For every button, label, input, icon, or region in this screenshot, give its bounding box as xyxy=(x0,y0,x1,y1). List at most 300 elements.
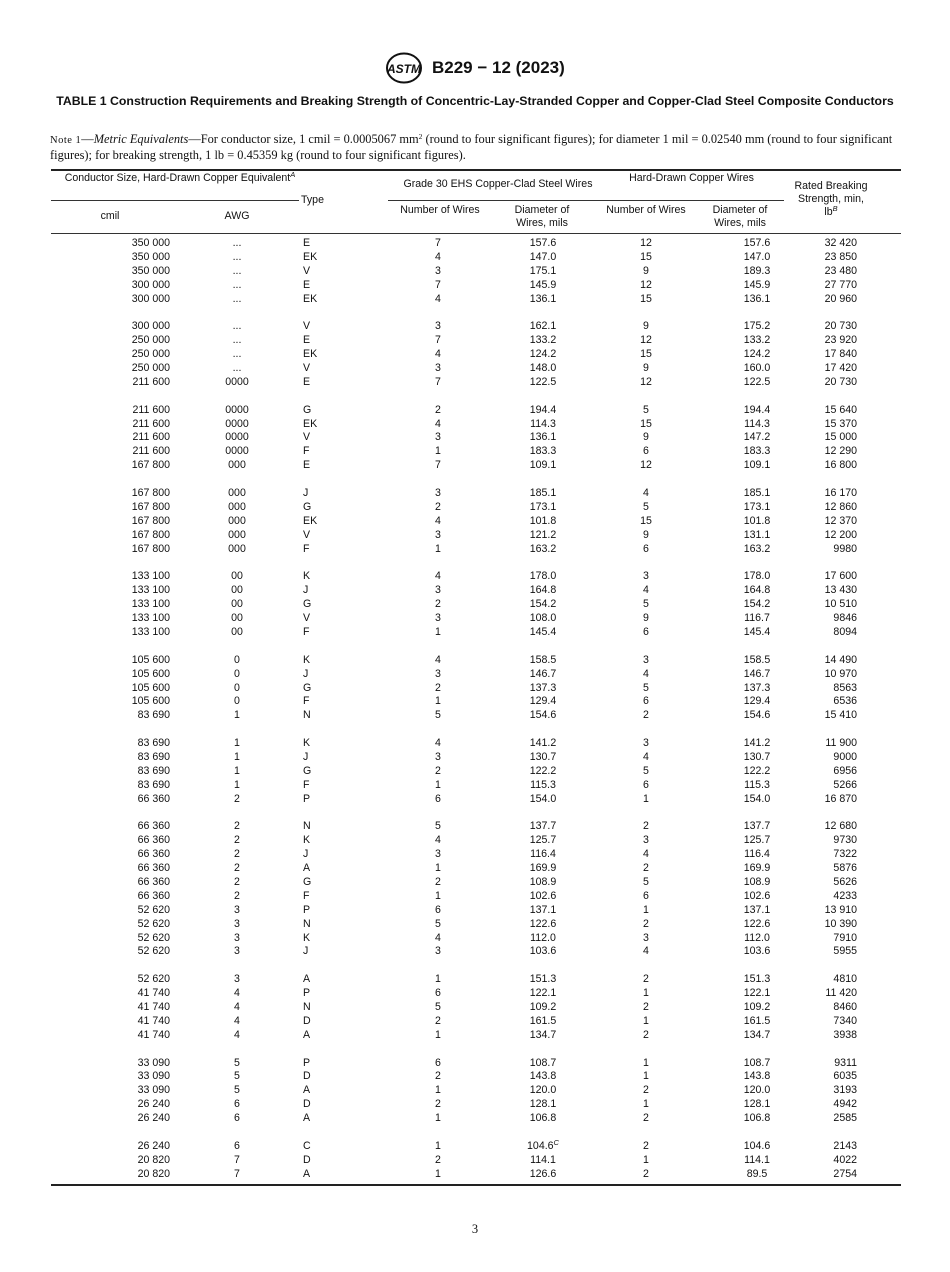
cell-type: C xyxy=(303,1139,311,1152)
cell-cmil: 52 620 xyxy=(137,931,170,944)
cell-cmil: 105 600 xyxy=(131,695,170,708)
cell-copper-wires: 6 xyxy=(643,625,649,638)
logo-text: ASTM xyxy=(387,62,421,76)
cell-cmil: 167 800 xyxy=(131,459,170,472)
cell-awg: 4 xyxy=(234,1028,240,1041)
cell-steel-diameter: 141.2 xyxy=(529,737,557,750)
cell-steel-wires: 3 xyxy=(435,431,441,444)
note-label: Note 1 xyxy=(50,135,82,146)
cell-copper-diameter: 133.2 xyxy=(743,334,771,347)
cell-copper-wires: 2 xyxy=(643,1167,649,1180)
table-row xyxy=(51,362,901,376)
cell-cmil: 83 690 xyxy=(137,778,170,791)
table-row xyxy=(51,529,901,543)
cell-type: K xyxy=(303,570,311,583)
cell-breaking-strength: 16 170 xyxy=(824,487,857,500)
cell-copper-diameter: 122.1 xyxy=(743,987,771,1000)
cell-breaking-strength: 12 860 xyxy=(824,500,857,513)
cell-steel-diameter: 121.2 xyxy=(529,528,557,541)
cell-awg: 2 xyxy=(234,848,240,861)
table-row xyxy=(51,1001,901,1015)
cell-cmil: 211 600 xyxy=(132,431,170,444)
cell-cmil: 105 600 xyxy=(131,667,170,680)
cell-breaking-strength: 8094 xyxy=(833,625,857,638)
cell-copper-diameter: 146.7 xyxy=(743,667,771,680)
cell-type: E xyxy=(303,237,311,249)
cell-awg: 0 xyxy=(234,681,240,694)
group-rule xyxy=(388,200,784,201)
cell-awg: 2 xyxy=(234,820,240,833)
cell-type: N xyxy=(303,820,311,833)
cell-steel-wires: 5 xyxy=(435,917,441,930)
cell-awg: 0 xyxy=(234,695,240,708)
table-row xyxy=(51,682,901,696)
cell-copper-wires: 2 xyxy=(643,1028,649,1041)
cell-breaking-strength: 23 920 xyxy=(824,334,857,347)
cell-breaking-strength: 9000 xyxy=(833,750,857,763)
cell-awg: ... xyxy=(232,237,242,249)
cell-awg: 00 xyxy=(231,584,243,597)
cell-breaking-strength: 2754 xyxy=(833,1167,857,1180)
table-row xyxy=(51,765,901,779)
cell-cmil: 133 100 xyxy=(131,570,170,583)
cell-steel-diameter: 154.2 xyxy=(529,598,557,611)
cell-awg: ... xyxy=(232,320,242,333)
cell-copper-diameter: 194.4 xyxy=(743,403,771,416)
header-awg: AWG xyxy=(224,210,250,222)
table-row xyxy=(51,793,901,807)
cell-copper-diameter: 154.0 xyxy=(743,792,771,805)
cell-type: G xyxy=(303,764,312,777)
cell-cmil: 41 740 xyxy=(137,1028,170,1041)
cell-awg: 0000 xyxy=(225,417,249,430)
cell-copper-diameter: 147.0 xyxy=(743,250,771,263)
table-bottom-rule xyxy=(51,1184,901,1186)
cell-type: K xyxy=(303,834,311,847)
cell-type: G xyxy=(303,681,312,694)
cell-cmil: 167 800 xyxy=(131,487,170,500)
cell-cmil: 211 600 xyxy=(132,417,170,430)
cell-awg: 3 xyxy=(234,917,240,930)
cell-breaking-strength: 4022 xyxy=(833,1153,857,1166)
table-row xyxy=(51,626,901,640)
cell-awg: 4 xyxy=(234,1014,240,1027)
table-row xyxy=(51,237,901,251)
cell-breaking-strength: 11 420 xyxy=(825,987,857,1000)
cell-type: A xyxy=(303,1112,311,1125)
cell-copper-diameter: 106.8 xyxy=(743,1112,771,1125)
page-header xyxy=(0,52,950,86)
cell-copper-wires: 5 xyxy=(643,764,649,777)
cell-awg: 000 xyxy=(228,487,246,500)
cell-awg: ... xyxy=(232,264,242,277)
cell-type: P xyxy=(303,792,311,805)
cell-copper-wires: 4 xyxy=(643,848,649,861)
cell-awg: 4 xyxy=(234,987,240,1000)
cell-cmil: 105 600 xyxy=(131,653,170,666)
cell-copper-wires: 12 xyxy=(640,334,652,347)
cell-awg: ... xyxy=(232,250,242,263)
cell-type: A xyxy=(303,1084,311,1097)
cell-cmil: 350 000 xyxy=(131,264,170,277)
cell-awg: 2 xyxy=(234,792,240,805)
cell-copper-diameter: 154.2 xyxy=(743,598,771,611)
cell-copper-wires: 9 xyxy=(643,320,649,333)
cell-awg: 000 xyxy=(228,500,246,513)
cell-breaking-strength: 10 510 xyxy=(824,598,857,611)
header-bottom-rule xyxy=(51,233,901,234)
cell-type: N xyxy=(303,917,311,930)
cell-steel-wires: 2 xyxy=(435,598,441,611)
cell-steel-diameter: 163.2 xyxy=(529,542,557,555)
cell-breaking-strength: 23 850 xyxy=(824,250,857,263)
cell-copper-wires: 4 xyxy=(643,667,649,680)
cell-steel-wires: 1 xyxy=(435,1084,441,1097)
cell-cmil: 133 100 xyxy=(131,625,170,638)
cell-breaking-strength: 10 390 xyxy=(824,917,857,930)
cell-cmil: 133 100 xyxy=(131,598,170,611)
cell-steel-diameter: 122.6 xyxy=(529,917,557,930)
table-row xyxy=(51,598,901,612)
cell-type: V xyxy=(303,612,311,625)
cell-steel-wires: 2 xyxy=(435,403,441,416)
cell-type: N xyxy=(303,1000,311,1013)
cell-breaking-strength: 14 490 xyxy=(824,653,857,666)
table-note xyxy=(50,132,902,163)
cell-awg: 5 xyxy=(234,1070,240,1083)
cell-copper-wires: 12 xyxy=(640,375,652,388)
cell-steel-wires: 5 xyxy=(435,709,441,722)
cell-type: V xyxy=(303,528,311,541)
table-row xyxy=(51,973,901,987)
cell-copper-wires: 12 xyxy=(640,459,652,472)
cell-steel-wires: 2 xyxy=(435,1153,441,1166)
cell-copper-diameter: 120.0 xyxy=(743,1084,771,1097)
cell-cmil: 66 360 xyxy=(137,792,170,805)
cell-copper-wires: 1 xyxy=(643,987,649,1000)
cell-cmil: 211 600 xyxy=(132,445,170,458)
cell-copper-wires: 3 xyxy=(643,834,649,847)
cell-awg: 3 xyxy=(234,973,240,986)
table-top-rule xyxy=(51,169,901,171)
cell-awg: 7 xyxy=(234,1167,240,1180)
cell-cmil: 250 000 xyxy=(131,348,170,361)
cell-breaking-strength: 4810 xyxy=(833,973,857,986)
cell-copper-diameter: 161.5 xyxy=(743,1014,771,1027)
cell-copper-wires: 2 xyxy=(643,1139,649,1152)
table-row xyxy=(51,376,901,390)
cell-steel-diameter: 137.1 xyxy=(529,903,557,916)
cell-awg: ... xyxy=(232,278,242,291)
cell-copper-wires: 6 xyxy=(643,542,649,555)
cell-steel-diameter: 124.2 xyxy=(529,348,557,361)
cell-breaking-strength: 10 970 xyxy=(824,667,857,680)
cell-breaking-strength: 15 410 xyxy=(824,709,857,722)
cell-steel-wires: 3 xyxy=(435,362,441,375)
cell-type: V xyxy=(303,431,311,444)
cell-steel-diameter: 125.7 xyxy=(529,834,557,847)
cell-copper-wires: 1 xyxy=(643,792,649,805)
note-text-2: (round to four significant figures); for diameter 1 mil = 0.02540 mm (round to four significant figures); for breaking strength, 1 lb = 0.45359 kg (round to four significant figures). xyxy=(50,132,893,162)
cell-copper-wires: 15 xyxy=(640,514,652,527)
cell-type: EK xyxy=(303,250,318,263)
cell-breaking-strength: 4942 xyxy=(833,1098,857,1111)
cell-copper-wires: 9 xyxy=(643,362,649,375)
cell-steel-wires: 5 xyxy=(435,1000,441,1013)
cell-type: P xyxy=(303,987,311,1000)
note-dash: — xyxy=(81,132,94,146)
cell-copper-wires: 3 xyxy=(643,737,649,750)
cell-steel-diameter: 175.1 xyxy=(529,264,557,277)
cell-cmil: 83 690 xyxy=(137,764,170,777)
cell-breaking-strength: 20 730 xyxy=(824,375,857,388)
cell-cmil: 66 360 xyxy=(137,889,170,902)
cell-copper-diameter: 109.2 xyxy=(743,1000,771,1013)
table-body xyxy=(51,237,901,1182)
cell-awg: 1 xyxy=(234,764,240,777)
cell-cmil: 300 000 xyxy=(131,292,170,305)
header-hard-drawn: Hard-Drawn Copper Wires xyxy=(629,172,754,184)
table-row xyxy=(51,779,901,793)
cell-steel-diameter: 178.0 xyxy=(529,570,557,583)
cell-type: J xyxy=(303,584,309,597)
cell-cmil: 26 240 xyxy=(137,1098,170,1111)
cell-cmil: 300 000 xyxy=(131,320,170,333)
cell-awg: 5 xyxy=(234,1084,240,1097)
cell-steel-wires: 3 xyxy=(435,612,441,625)
cell-type: K xyxy=(303,653,311,666)
header-type: Type xyxy=(301,194,324,206)
cell-awg: 6 xyxy=(234,1139,240,1152)
cell-steel-diameter: 109.2 xyxy=(529,1000,557,1013)
cell-breaking-strength: 7322 xyxy=(833,848,857,861)
table-row xyxy=(51,334,901,348)
table-row xyxy=(51,501,901,515)
cell-breaking-strength: 9730 xyxy=(833,834,857,847)
cell-type: V xyxy=(303,362,311,375)
cell-cmil: 66 360 xyxy=(137,834,170,847)
cell-type: EK xyxy=(303,348,318,361)
cell-copper-diameter: 136.1 xyxy=(743,292,771,305)
cell-breaking-strength: 12 290 xyxy=(824,445,857,458)
cell-copper-wires: 5 xyxy=(643,681,649,694)
cell-breaking-strength: 17 420 xyxy=(824,362,857,375)
cell-copper-diameter: 101.8 xyxy=(743,514,771,527)
cell-breaking-strength: 8460 xyxy=(833,1000,857,1013)
cell-copper-wires: 1 xyxy=(643,1070,649,1083)
cell-awg: 00 xyxy=(231,570,243,583)
table-row xyxy=(51,612,901,626)
note-superscript: 2 xyxy=(418,132,423,141)
cell-copper-wires: 15 xyxy=(640,348,652,361)
cell-copper-diameter: 114.3 xyxy=(744,417,770,430)
cell-awg: ... xyxy=(232,348,242,361)
cell-copper-diameter: 89.5 xyxy=(746,1167,768,1180)
cell-breaking-strength: 2585 xyxy=(833,1112,857,1125)
cell-awg: 00 xyxy=(231,612,243,625)
cell-copper-diameter: 116.4 xyxy=(744,848,770,861)
cell-breaking-strength: 6536 xyxy=(833,695,857,708)
cell-steel-wires: 4 xyxy=(435,514,441,527)
cell-type: A xyxy=(303,973,311,986)
cell-awg: 0 xyxy=(234,667,240,680)
cell-cmil: 211 600 xyxy=(132,375,170,388)
cell-steel-diameter: 106.8 xyxy=(529,1112,557,1125)
cell-breaking-strength: 9846 xyxy=(833,612,857,625)
table-row xyxy=(51,1029,901,1043)
cell-breaking-strength: 11 900 xyxy=(825,737,857,750)
cell-steel-wires: 4 xyxy=(435,737,441,750)
cell-steel-wires: 7 xyxy=(435,459,441,472)
cell-copper-diameter: 173.1 xyxy=(743,500,771,513)
cell-steel-wires: 3 xyxy=(435,487,441,500)
cell-steel-diameter: 136.1 xyxy=(529,431,557,444)
cell-copper-diameter: 158.5 xyxy=(743,653,771,666)
cell-copper-diameter: 141.2 xyxy=(743,737,771,750)
cell-breaking-strength: 20 960 xyxy=(824,292,857,305)
cell-copper-wires: 1 xyxy=(643,1153,649,1166)
cell-steel-wires: 1 xyxy=(435,1028,441,1041)
cell-copper-wires: 3 xyxy=(643,653,649,666)
cell-type: E xyxy=(303,375,311,388)
cell-steel-wires: 6 xyxy=(435,903,441,916)
cell-steel-wires: 4 xyxy=(435,834,441,847)
cell-steel-wires: 1 xyxy=(435,445,441,458)
cell-steel-wires: 1 xyxy=(435,625,441,638)
header-conductor-size: Conductor Size, Hard-Drawn Copper Equivalent$^A$ xyxy=(64,170,296,184)
table-row xyxy=(51,904,901,918)
table-row xyxy=(51,265,901,279)
cell-type: K xyxy=(303,931,311,944)
cell-cmil: 83 690 xyxy=(137,709,170,722)
cell-copper-wires: 15 xyxy=(640,250,652,263)
cell-awg: 00 xyxy=(231,625,243,638)
cell-copper-wires: 5 xyxy=(643,403,649,416)
cell-type: D xyxy=(303,1098,311,1111)
cell-steel-wires: 7 xyxy=(435,278,441,291)
cell-type: F xyxy=(303,889,310,902)
cell-awg: 2 xyxy=(234,875,240,888)
cell-steel-wires: 2 xyxy=(435,500,441,513)
cell-copper-wires: 6 xyxy=(643,695,649,708)
note-emphasis: Metric Equivalents xyxy=(93,132,189,146)
cell-steel-wires: 4 xyxy=(435,292,441,305)
cell-steel-diameter: 101.8 xyxy=(529,514,557,527)
cell-breaking-strength: 5955 xyxy=(833,945,857,958)
cell-cmil: 167 800 xyxy=(131,542,170,555)
cell-awg: 0 xyxy=(234,653,240,666)
cell-copper-diameter: 103.6 xyxy=(743,945,771,958)
cell-type: EK xyxy=(303,292,318,305)
cell-steel-diameter: 115.3 xyxy=(530,778,556,791)
cell-copper-diameter: 130.7 xyxy=(743,750,771,763)
cell-cmil: 41 740 xyxy=(137,1014,170,1027)
cell-cmil: 26 240 xyxy=(137,1139,170,1152)
cell-steel-diameter: 151.3 xyxy=(529,973,557,986)
table-row xyxy=(51,862,901,876)
cell-steel-diameter: 143.8 xyxy=(529,1070,557,1083)
cell-steel-wires: 1 xyxy=(435,1112,441,1125)
cell-awg: 2 xyxy=(234,889,240,902)
cell-awg: ... xyxy=(232,292,242,305)
cell-steel-diameter: 154.0 xyxy=(529,792,557,805)
cell-copper-diameter: 154.6 xyxy=(743,709,771,722)
group1-rule xyxy=(51,200,299,201)
cell-copper-diameter: 112.0 xyxy=(744,931,770,944)
cell-steel-wires: 3 xyxy=(435,584,441,597)
cell-steel-diameter: 108.9 xyxy=(529,875,557,888)
cell-awg: 1 xyxy=(234,778,240,791)
table-row xyxy=(51,848,901,862)
cell-type: A xyxy=(303,862,311,875)
cell-copper-wires: 2 xyxy=(643,1112,649,1125)
cell-steel-diameter: 133.2 xyxy=(529,334,557,347)
cell-type: E xyxy=(303,459,311,472)
header-breaking-strength: Rated Breaking Strength, min, $lb^B$ xyxy=(794,180,868,218)
cell-breaking-strength: 9980 xyxy=(833,542,857,555)
cell-awg: 7 xyxy=(234,1153,240,1166)
cell-steel-diameter: 122.5 xyxy=(529,375,557,388)
cell-type: EK xyxy=(303,417,318,430)
cell-breaking-strength: 20 730 xyxy=(824,320,857,333)
cell-steel-diameter: 102.6 xyxy=(529,889,557,902)
cell-steel-wires: 7 xyxy=(435,237,441,249)
cell-copper-wires: 4 xyxy=(643,487,649,500)
cell-copper-wires: 2 xyxy=(643,917,649,930)
cell-breaking-strength: 17 600 xyxy=(824,570,857,583)
cell-cmil: 52 620 xyxy=(137,973,170,986)
cell-steel-wires: 2 xyxy=(435,875,441,888)
cell-steel-wires: 2 xyxy=(435,764,441,777)
cell-copper-diameter: 102.6 xyxy=(743,889,771,902)
cell-cmil: 41 740 xyxy=(137,987,170,1000)
cell-steel-diameter: 126.6 xyxy=(529,1167,557,1180)
cell-copper-diameter: 160.0 xyxy=(743,362,771,375)
cell-steel-wires: 1 xyxy=(435,973,441,986)
cell-cmil: 300 000 xyxy=(131,278,170,291)
cell-steel-wires: 1 xyxy=(435,862,441,875)
cell-cmil: 66 360 xyxy=(137,820,170,833)
cell-cmil: 66 360 xyxy=(137,848,170,861)
table-row xyxy=(51,668,901,682)
cell-copper-diameter: 122.2 xyxy=(743,764,771,777)
cell-copper-wires: 2 xyxy=(643,1084,649,1097)
footnote-marker: C xyxy=(553,1137,559,1147)
cell-copper-diameter: 189.3 xyxy=(743,264,771,277)
cell-steel-wires: 4 xyxy=(435,570,441,583)
cell-copper-wires: 6 xyxy=(643,778,649,791)
cell-copper-wires: 2 xyxy=(643,709,649,722)
cell-cmil: 83 690 xyxy=(137,750,170,763)
cell-breaking-strength: 15 640 xyxy=(824,403,857,416)
cell-copper-diameter: 175.2 xyxy=(743,320,771,333)
cell-breaking-strength: 5266 xyxy=(833,778,857,791)
cell-copper-wires: 4 xyxy=(643,584,649,597)
cell-type: D xyxy=(303,1153,311,1166)
cell-copper-diameter: 129.4 xyxy=(743,695,771,708)
cell-steel-diameter: 145.9 xyxy=(529,278,557,291)
cell-cmil: 20 820 xyxy=(137,1167,170,1180)
cell-type: F xyxy=(303,778,310,791)
table-row xyxy=(51,487,901,501)
cell-copper-diameter: 114.1 xyxy=(744,1153,770,1166)
cell-steel-wires: 3 xyxy=(435,848,441,861)
cell-awg: 3 xyxy=(234,945,240,958)
cell-awg: 1 xyxy=(234,737,240,750)
cell-copper-diameter: 104.6 xyxy=(743,1139,771,1152)
cell-breaking-strength: 12 680 xyxy=(824,820,857,833)
cell-steel-wires: 4 xyxy=(435,653,441,666)
